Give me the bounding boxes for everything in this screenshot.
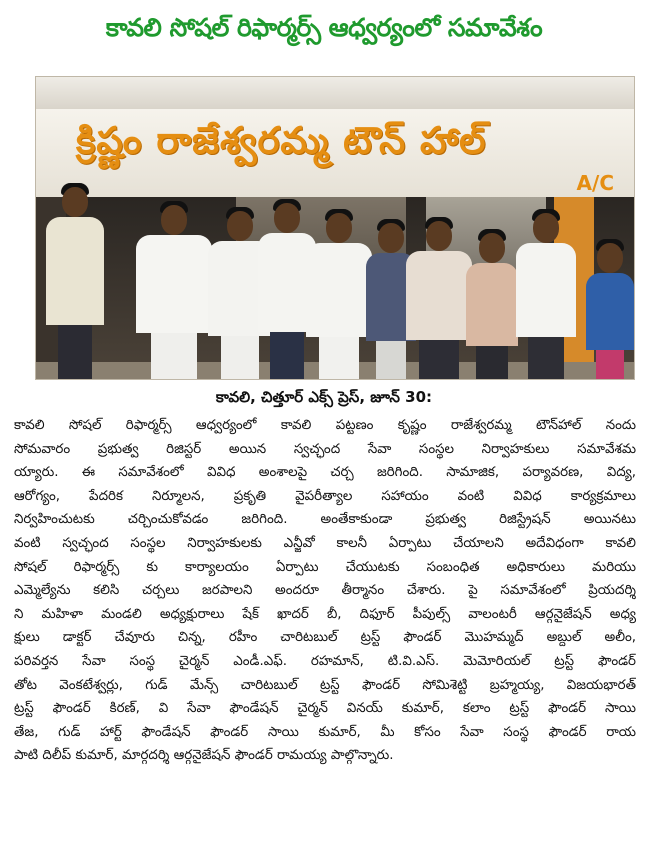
article-line: కావలి సోషల్ రిఫార్మర్స్ ఆధ్వర్యంలో కావలి పట్టణం కృష్ణం రాజేశ్వరమ్మ టౌన్‌హాల్ నందు bbox=[14, 418, 636, 433]
person-figure bbox=[136, 201, 212, 379]
person-body bbox=[136, 235, 212, 333]
person-head bbox=[378, 223, 404, 253]
person-figure bbox=[46, 183, 104, 379]
person-legs bbox=[270, 326, 305, 379]
person-legs bbox=[528, 331, 564, 379]
person-legs bbox=[58, 319, 93, 379]
person-head bbox=[479, 233, 505, 263]
article-line: సోమవారం ప్రభుత్వ రిజిస్టర్ అయిన స్వచ్ఛంద సేవా సంస్థల నిర్వాహకులు సమావేశమ bbox=[14, 441, 636, 457]
article-line: వంటి స్వచ్ఛంద సంస్థల నిర్వాహకులకు ఎన్జీవో కాలనీ ఏర్పాటు చేయాలని అదేవిధంగా కావలి bbox=[14, 535, 636, 551]
article-line: సోషల్ రిఫార్మర్స్ కు కార్యాలయం ఏర్పాటు చేయుటకు సంబంధిత అధికారులు మరియు bbox=[14, 559, 636, 575]
person-head bbox=[533, 213, 559, 243]
person-body bbox=[406, 251, 472, 340]
article-line: పరివర్తన సేవా సంస్థ చైర్మన్ ఎండీ.ఎఫ్. రహమాన్, టి.వి.ఎస్. మెమోరియల్ ట్రస్ట్ ఫౌండర్ bbox=[14, 653, 636, 669]
person-head bbox=[227, 211, 253, 241]
person-body bbox=[306, 243, 372, 337]
person-legs bbox=[151, 327, 197, 379]
person-legs bbox=[221, 330, 259, 379]
person-figure bbox=[516, 209, 576, 379]
person-head bbox=[62, 187, 88, 217]
person-head bbox=[161, 205, 187, 235]
person-figure bbox=[466, 229, 518, 379]
person-figure bbox=[406, 217, 472, 379]
headline: కావలి సోషల్ రిఫార్మర్స్ ఆధ్వర్యంలో సమావేశం bbox=[105, 13, 543, 42]
person-body bbox=[516, 243, 576, 337]
article-line: ట్రస్ట్ ఫౌండర్ కిరణ్, వి సేవా ఫౌండేషన్ చైర్మన్ వినయ్ కుమార్, కలాం ట్రస్ట్ ఫౌండర్ సాయి bbox=[14, 701, 636, 717]
signboard-text: క్రిష్ణం రాజేశ్వరమ్మ టౌన్ హాల్ bbox=[76, 119, 487, 162]
person-legs bbox=[419, 334, 459, 379]
article-line: తేజ, గుడ్ హార్ట్ ఫౌండేషన్ ఫౌండర్ సాయి కుమార్, మీ కోసం సేవా సంస్థ ఫౌండర్ రాయ bbox=[14, 724, 636, 740]
person-head bbox=[326, 213, 352, 243]
article-line: తోట వెంకటేశ్వర్లు, గుడ్ మేన్స్ చారిటబుల్ ట్రస్ట్ ఫౌండర్ సోమిశెట్టి బ్రహ్మయ్య, విజయభారత్ bbox=[14, 677, 636, 693]
article-line: ని మహిళా మండలి అధ్యక్షురాలు షేక్ ఖాదర్ బీ, దిఫూర్ పీపుల్స్ వాలంటరీ ఆర్గనైజేషన్ అధ్య bbox=[14, 606, 636, 622]
person-figure bbox=[586, 239, 634, 379]
article-line: నిర్వహించుటకు చర్చించుకోవడం జరిగింది. అంతేకాకుండా ప్రభుత్వ రిజిస్ట్రేషన్ అయినటు bbox=[14, 512, 636, 528]
article-line: క్షులు డాక్టర్ చేవూరు చిన్న, రహీం చారిటబుల్ ట్రస్ట్ ఫౌండర్ మొహమ్మద్ అబ్దుల్ అలీం, bbox=[14, 630, 636, 646]
person-head bbox=[597, 243, 623, 273]
article-line: ఆరోగ్యం, పేదరిక నిర్మూలన, ప్రకృతి వైపరీత్యాల సహాయం వంటి వివిధ కార్యక్రమాలు bbox=[14, 488, 636, 504]
news-photo bbox=[35, 76, 635, 380]
person-body bbox=[46, 217, 104, 325]
article-line: ఎమ్మెల్యేను కలిసి చర్చలు జరపాలని అందరూ తీర్మానం చేశారు. పై సమావేశంలో ప్రియదర్శి bbox=[14, 583, 636, 599]
person-body bbox=[466, 263, 518, 346]
hall-signboard bbox=[36, 109, 634, 197]
signboard-ac-label: A/C bbox=[576, 171, 614, 195]
person-figure bbox=[306, 209, 372, 379]
dateline: కావలి, చిత్తూర్ ఎక్స్ ప్రెస్, జూన్ 30: bbox=[215, 388, 433, 406]
person-legs bbox=[376, 335, 406, 379]
article-line: య్యారు. ఈ సమావేశంలో వివిధ అంశాలపై చర్చ జరిగింది. సామాజిక, పర్యావరణ, విద్య, bbox=[14, 465, 636, 481]
article-line: పాటి దిలీప్ కుమార్, మార్గదర్శి ఆర్గనైజేషన్ ఫౌండర్ రామయ్య పాల్గొన్నారు. bbox=[14, 748, 394, 764]
photo-ceiling bbox=[36, 77, 634, 109]
person-legs bbox=[319, 331, 359, 379]
person-head bbox=[274, 203, 300, 233]
article-body bbox=[14, 414, 636, 768]
person-head bbox=[426, 221, 452, 251]
person-body bbox=[586, 273, 634, 350]
